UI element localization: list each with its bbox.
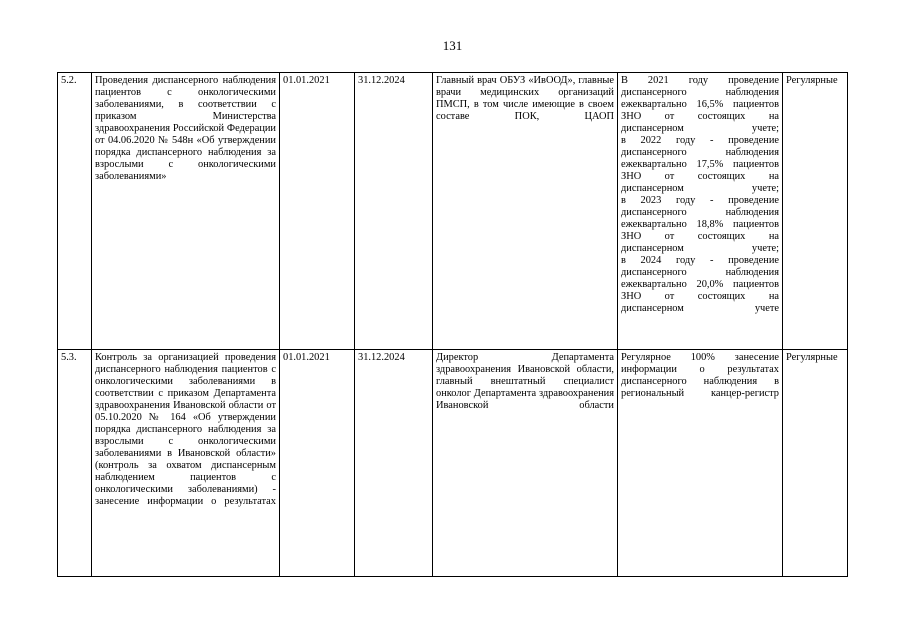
- responsible: [433, 350, 618, 577]
- page-number: 131: [442, 38, 463, 53]
- responsible-line: Директор Департамента здравоохранения Ивановской области,: [436, 352, 614, 375]
- action-plan-table: [57, 72, 848, 577]
- action-description: [92, 350, 280, 577]
- result-line: Регулярное 100% занесение информации о результатах диспансерного наблюдения в региональный канцер-регистр: [621, 352, 779, 399]
- action-text: Проведения диспансерного наблюдения пациентов с онкологическими заболеваниями, в соответствии с приказом Министерства здравоохранения Российской Федерации от 04.06.2020 № 548н «Об утверждении порядка диспансерного наблюдения за взрослыми с онкологическими заболеваниями»: [95, 75, 276, 182]
- responsible-line: главный внештатный специалист онколог Департамента здравоохранения Ивановской области: [436, 376, 614, 411]
- responsible-text: Главный врач ОБУЗ «ИвООД», главные врачи медицинских организаций ПМСП, в том числе имеющие в своем составе ПОК, ЦАОП: [436, 75, 614, 122]
- table-row: [58, 350, 848, 577]
- action-type: Регулярные: [783, 350, 848, 577]
- result-line: в 2023 году - проведение диспансерного наблюдения ежеквартально 18,8% пациентов ЗНО от состоящих на диспансерном учете;: [621, 195, 779, 254]
- expected-result: [618, 73, 783, 350]
- result-line: в 2022 году - проведение диспансерного наблюдения ежеквартально 17,5% пациентов ЗНО от состоящих на диспансерном учете;: [621, 135, 779, 194]
- end-date: 31.12.2024: [355, 350, 433, 577]
- responsible: [433, 73, 618, 350]
- start-date: 01.01.2021: [280, 350, 355, 577]
- action-description: [92, 73, 280, 350]
- result-line: в 2024 году - проведение диспансерного наблюдения ежеквартально 20,0% пациентов ЗНО от состоящих на диспансерном учете: [621, 255, 779, 314]
- action-text: Контроль за организацией проведения диспансерного наблюдения пациентов с онкологическими заболеваниями в соответствии с приказом Департамента здравоохранения Ивановской области от 05.10.2020 № 164 «Об утверждении порядка диспансерного наблюдения за взрослыми с онкологическими заболеваниями в Ивановской области» (контроль за охватом диспансерным наблюдением пациентов с онкологическими заболеваниями) - занесение информации о результатах: [95, 352, 276, 507]
- action-type: Регулярные: [783, 73, 848, 350]
- row-number: 5.3.: [58, 350, 92, 577]
- start-date: 01.01.2021: [280, 73, 355, 350]
- row-number: 5.2.: [58, 73, 92, 350]
- end-date: 31.12.2024: [355, 73, 433, 350]
- table-row: [58, 73, 848, 350]
- result-line: В 2021 году проведение диспансерного наблюдения ежеквартально 16,5% пациентов ЗНО от состоящих на диспансерном учете;: [621, 75, 779, 134]
- expected-result: [618, 350, 783, 577]
